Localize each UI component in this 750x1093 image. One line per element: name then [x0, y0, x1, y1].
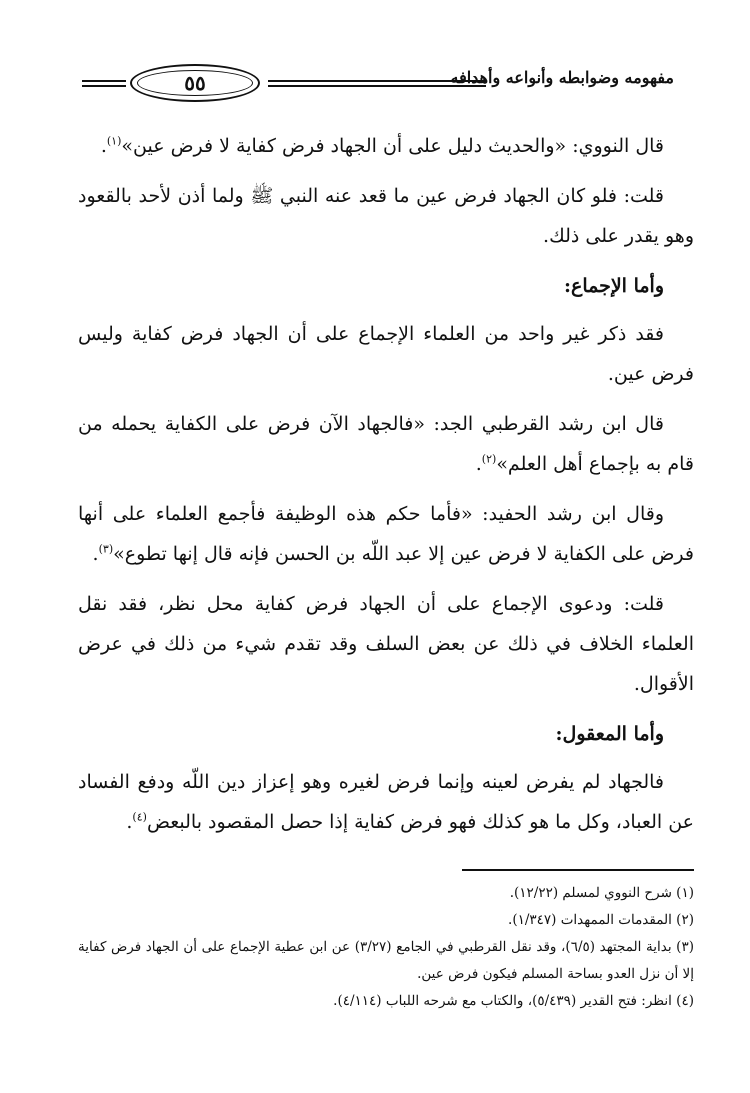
- section-heading: وأما المعقول:: [555, 723, 664, 745]
- footnote-ref: (٤): [132, 810, 147, 824]
- paragraph: وقال ابن رشد الحفيد: «فأما حكم هذه الوظيفة فأجمع العلماء على أنها فرض على الكفاية لا فرض عين إلا عبد اللّه بن الحسن فإنه قال إنها تطوع»$^{(٣)}$.: [78, 503, 694, 565]
- paragraph: قال ابن رشد القرطبي الجد: «فالجهاد الآن فرض على الكفاية يحمله من قام به بإجماع أهل العلم»$^{(٢)}$.: [78, 413, 694, 475]
- paragraph: فالجهاد لم يفرض لعينه وإنما فرض لغيره وهو إعزاز دين اللّه ودفع الفساد عن العباد، وكل ما هو كذلك فهو فرض كفاية إذا حصل المقصود بالبعض$^{(٤)}$.: [78, 771, 694, 833]
- footnotes: [78, 880, 694, 1015]
- footnote-ref: (٢): [481, 452, 497, 466]
- running-title: مفهومه وضوابطه وأنواعه وأهدافه: [450, 68, 674, 87]
- paragraph: قلت: فلو كان الجهاد فرض عين ما قعد عنه النبي ﷺ ولما أذن لأحد بالقعود وهو يقدر على ذلك.: [78, 185, 694, 247]
- footnote: (٤) انظر: فتح القدير (٥/٤٣٩)، والكتاب مع شرحه اللباب (٤/١١٤).: [333, 993, 694, 1009]
- paragraph: قلت: ودعوى الإجماع على أن الجهاد فرض كفاية محل نظر، فقد نقل العلماء الخلاف في ذلك عن بعض السلف وقد تقدم شيء من ذلك في عرض الأقوال.: [78, 593, 694, 695]
- footnote-separator: [462, 869, 694, 871]
- section-heading: وأما الإجماع:: [563, 275, 664, 297]
- page-number: ٥٥: [130, 64, 260, 102]
- main-text: [78, 126, 694, 852]
- footnote: (١) شرح النووي لمسلم (١٢/٢٢).: [509, 885, 694, 901]
- footnote: (٣) بداية المجتهد (٦/٥)، وقد نقل القرطبي في الجامع (٣/٢٧) عن ابن عطية الإجماع على أن الجهاد فرض كفاية إلا أن نزل العدو بساحة المسلم فيكون فرض عين.: [78, 939, 694, 982]
- running-header: [82, 60, 674, 104]
- paragraph: فقد ذكر غير واحد من العلماء الإجماع على أن الجهاد فرض كفاية وليس فرض عين.: [78, 323, 694, 385]
- header-rule-left: [82, 80, 126, 87]
- footnote: (٢) المقدمات الممهدات (١/٣٤٧).: [508, 912, 694, 928]
- footnote-ref: (١): [106, 134, 122, 148]
- paragraph: قال النووي: «والحديث دليل على أن الجهاد فرض كفاية لا فرض عين»$^{(١)}$.: [100, 134, 664, 157]
- footnote-ref: (٣): [98, 542, 114, 556]
